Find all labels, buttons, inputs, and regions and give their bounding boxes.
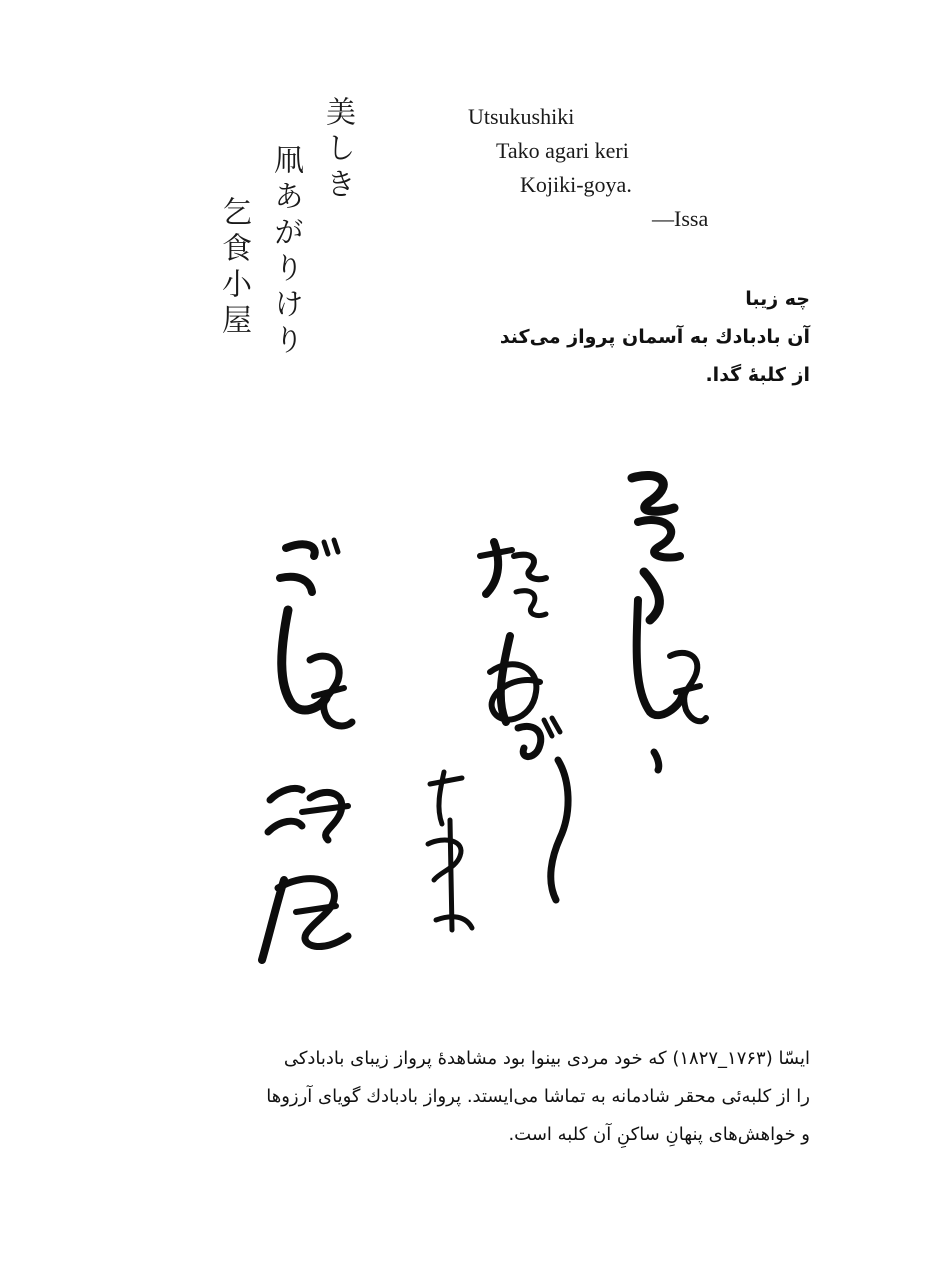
commentary-line-3: و خواهش‌های پنهانِ ساکنِ آن کلبه است. — [508, 1124, 810, 1145]
stroke — [676, 686, 700, 692]
stroke — [280, 577, 312, 592]
romaji-line-3: Kojiki-goya. — [520, 172, 632, 197]
romaji-line-2: Tako agari keri — [496, 138, 629, 163]
stroke — [486, 542, 498, 594]
calligraphy-column-middle — [480, 542, 568, 900]
stroke — [632, 475, 674, 511]
translation-line-1: چه زیبا — [745, 288, 810, 310]
stroke — [638, 520, 680, 558]
japanese-line-3: 乞食小屋 — [216, 196, 251, 340]
japanese-line-2: 凧あがりけり — [268, 144, 303, 360]
persian-commentary — [150, 1040, 810, 1154]
stroke — [270, 788, 302, 800]
stroke — [551, 760, 568, 900]
stroke — [480, 550, 512, 556]
stroke — [514, 555, 546, 580]
stroke — [430, 778, 462, 784]
stroke — [286, 544, 315, 556]
stroke — [324, 540, 338, 554]
stroke — [268, 821, 302, 832]
stroke — [490, 664, 540, 719]
stroke — [518, 726, 541, 756]
stroke — [314, 688, 344, 696]
stroke — [654, 752, 659, 770]
stroke — [644, 572, 659, 620]
stroke — [637, 600, 682, 715]
stroke — [501, 636, 510, 722]
stroke — [278, 879, 348, 947]
haiku-author: —Issa — [652, 206, 709, 231]
romanized-haiku — [468, 100, 768, 236]
translation-line-3: از کلبهٔ گدا. — [705, 364, 810, 386]
japanese-haiku — [190, 96, 360, 416]
stroke — [262, 880, 284, 960]
calligraphy-column-left — [262, 540, 352, 960]
stroke — [310, 792, 342, 840]
japanese-line-1: 美しき — [320, 96, 355, 204]
translation-line-2: آن بادبادك به آسمان پرواز می‌کند — [499, 326, 810, 348]
calligraphy-column-right — [632, 475, 706, 770]
stroke — [544, 718, 560, 736]
stroke — [450, 820, 452, 930]
commentary-line-1: ایسّا (۱۷۶۳_۱۸۲۷) که خود مردی بینوا بود مشاهدهٔ پرواز زیبای بادبادکی — [283, 1048, 810, 1069]
calligraphy-signature — [428, 772, 472, 930]
stroke — [428, 840, 461, 880]
persian-translation — [470, 280, 810, 394]
romaji-line-1: Utsukushiki — [468, 104, 575, 129]
stroke — [516, 591, 546, 616]
calligraphy-image — [240, 460, 720, 980]
commentary-line-2: را از کلبه‌ئی محقر شادمانه به تماشا می‌ایستد. پرواز بادبادك گویای آرزوها — [266, 1086, 810, 1107]
